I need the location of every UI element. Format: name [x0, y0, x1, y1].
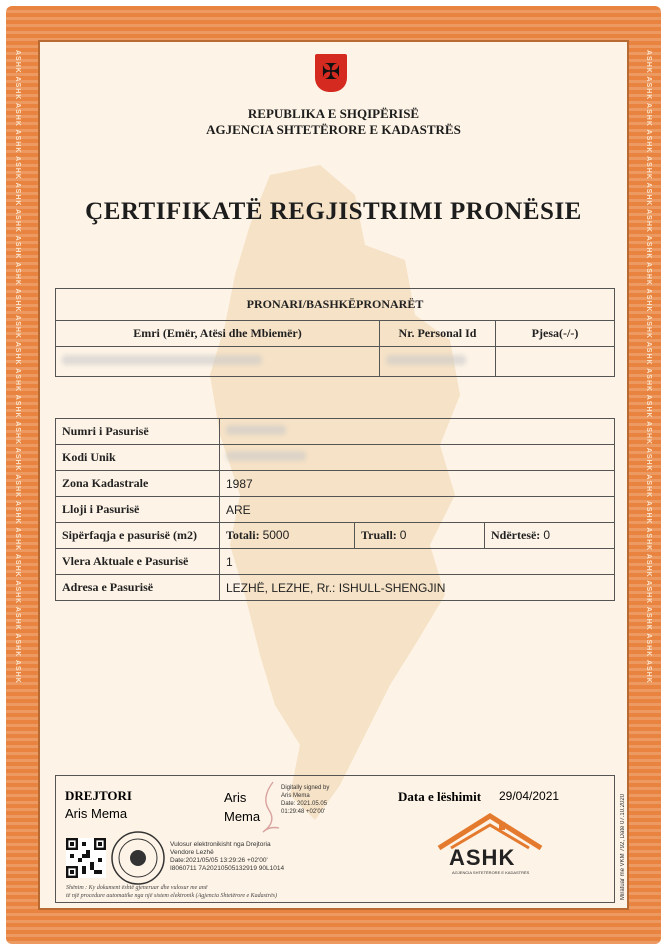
property-address-label: Adresa e Pasurisë	[56, 575, 220, 601]
agency-heading: AGJENCIA SHTETËRORE E KADASTRËS	[206, 122, 461, 137]
seal-line-3: Date:2021/05/05 13:29:26 +02'00'	[170, 857, 268, 864]
property-type-label: Lloji i Pasurisë	[56, 497, 220, 523]
property-number-value	[220, 419, 615, 445]
owner-name-column-header: Emri (Emër, Atësi dhe Mbiemër)	[56, 321, 380, 347]
owner-id-cell	[380, 347, 496, 377]
owners-table	[55, 288, 615, 377]
cadastral-zone-value: 1987	[220, 471, 615, 497]
signature-first-name: Aris	[224, 790, 247, 805]
footer-note-line-1: Shënim : Ky dokument është gjeneruar dhe vulosur me anë	[66, 885, 208, 891]
footer-note	[66, 884, 277, 900]
redacted-mark	[226, 451, 306, 461]
footer-note-line-2: të një procedure automatike nga një sistem elektronik (Agjencia Shtetërore e Kadastrës)	[66, 893, 277, 899]
issue-date-label: Data e lëshimit	[398, 789, 482, 804]
redacted-mark	[386, 355, 466, 365]
property-type-value: ARE	[220, 497, 615, 523]
seal-line-4: I8060711 7A20210505132919 90L1014	[170, 865, 285, 872]
digital-signature-block	[281, 784, 329, 816]
area-building-cell	[485, 523, 615, 549]
issue-date-value: 29/04/2021	[499, 789, 560, 803]
approval-side-note: Miratuar me VKM 792, Datë 07.10.2020	[620, 793, 626, 900]
cadastral-zone-label: Zona Kadastrale	[56, 471, 220, 497]
owner-share-cell	[496, 347, 615, 377]
digital-signature-line-3: Date: 2021.05.05	[281, 801, 328, 807]
property-value-value: 1	[220, 549, 615, 575]
owner-share-column-header: Pjesa(-/-)	[496, 321, 615, 347]
redacted-mark	[226, 425, 286, 435]
owner-name-cell	[56, 347, 380, 377]
area-total-label: Totali:	[226, 528, 260, 542]
border-pattern-left: ASHK ASHK ASHK ASHK ASHK ASHK ASHK ASHK ASHK ASHK ASHK ASHK ASHK ASHK ASHK ASHK ASHK ASHK ASHK ASHK ASHK ASHK ASHK ASHK	[14, 50, 21, 684]
area-land-label: Truall:	[361, 528, 397, 542]
director-title: DREJTORI	[65, 788, 132, 803]
property-address-value: LEZHË, LEZHE, Rr.: ISHULL-SHENGJIN	[220, 575, 615, 601]
digital-signature-line-4: 01:29:48 +02'00'	[281, 809, 326, 815]
seal-line-2: Vendore Lezhë	[170, 849, 214, 856]
certificate-title: ÇERTIFIKATË REGJISTRIMI PRONËSIE	[85, 198, 582, 225]
area-total-value: 5000	[262, 528, 290, 542]
area-land-value: 0	[399, 528, 407, 542]
property-table	[55, 418, 615, 601]
ashk-logo-text: ASHK	[449, 845, 516, 870]
owners-section-title: PRONARI/BASHKËPRONARËT	[56, 289, 615, 321]
unique-code-label: Kodi Unik	[56, 445, 220, 471]
area-total-cell	[220, 523, 355, 549]
albania-coat-of-arms-icon: ✠	[315, 54, 347, 92]
ashk-logo-subtitle: AGJENCIA SHTETËRORE E KADASTRËS	[452, 870, 530, 875]
qr-code-icon	[66, 838, 106, 878]
signature-last-name: Mema	[224, 809, 261, 824]
property-area-label: Sipërfaqja e pasurisë (m2)	[56, 523, 220, 549]
electronic-seal-block	[170, 841, 284, 873]
property-value-label: Vlera Aktuale e Pasurisë	[56, 549, 220, 575]
area-land-cell	[355, 523, 485, 549]
area-building-label: Ndërtesë:	[491, 528, 541, 542]
digital-signature-line-2: Aris Mema	[281, 793, 310, 799]
property-number-label: Numri i Pasurisë	[56, 419, 220, 445]
digital-signature-line-1: Digitally signed by	[281, 785, 330, 791]
republic-heading: REPUBLIKA E SHQIPËRISË	[247, 106, 420, 121]
official-seal-icon	[110, 830, 166, 886]
redacted-mark	[62, 355, 262, 365]
border-pattern-right: ASHK ASHK ASHK ASHK ASHK ASHK ASHK ASHK ASHK ASHK ASHK ASHK ASHK ASHK ASHK ASHK ASHK ASHK ASHK ASHK ASHK ASHK ASHK ASHK	[645, 50, 652, 684]
director-name: Aris Mema	[65, 806, 128, 821]
unique-code-value	[220, 445, 615, 471]
area-building-value: 0	[543, 528, 550, 542]
owner-id-column-header: Nr. Personal Id	[380, 321, 496, 347]
seal-line-1: Vulosur elektronikisht nga Drejtoria	[170, 841, 271, 848]
